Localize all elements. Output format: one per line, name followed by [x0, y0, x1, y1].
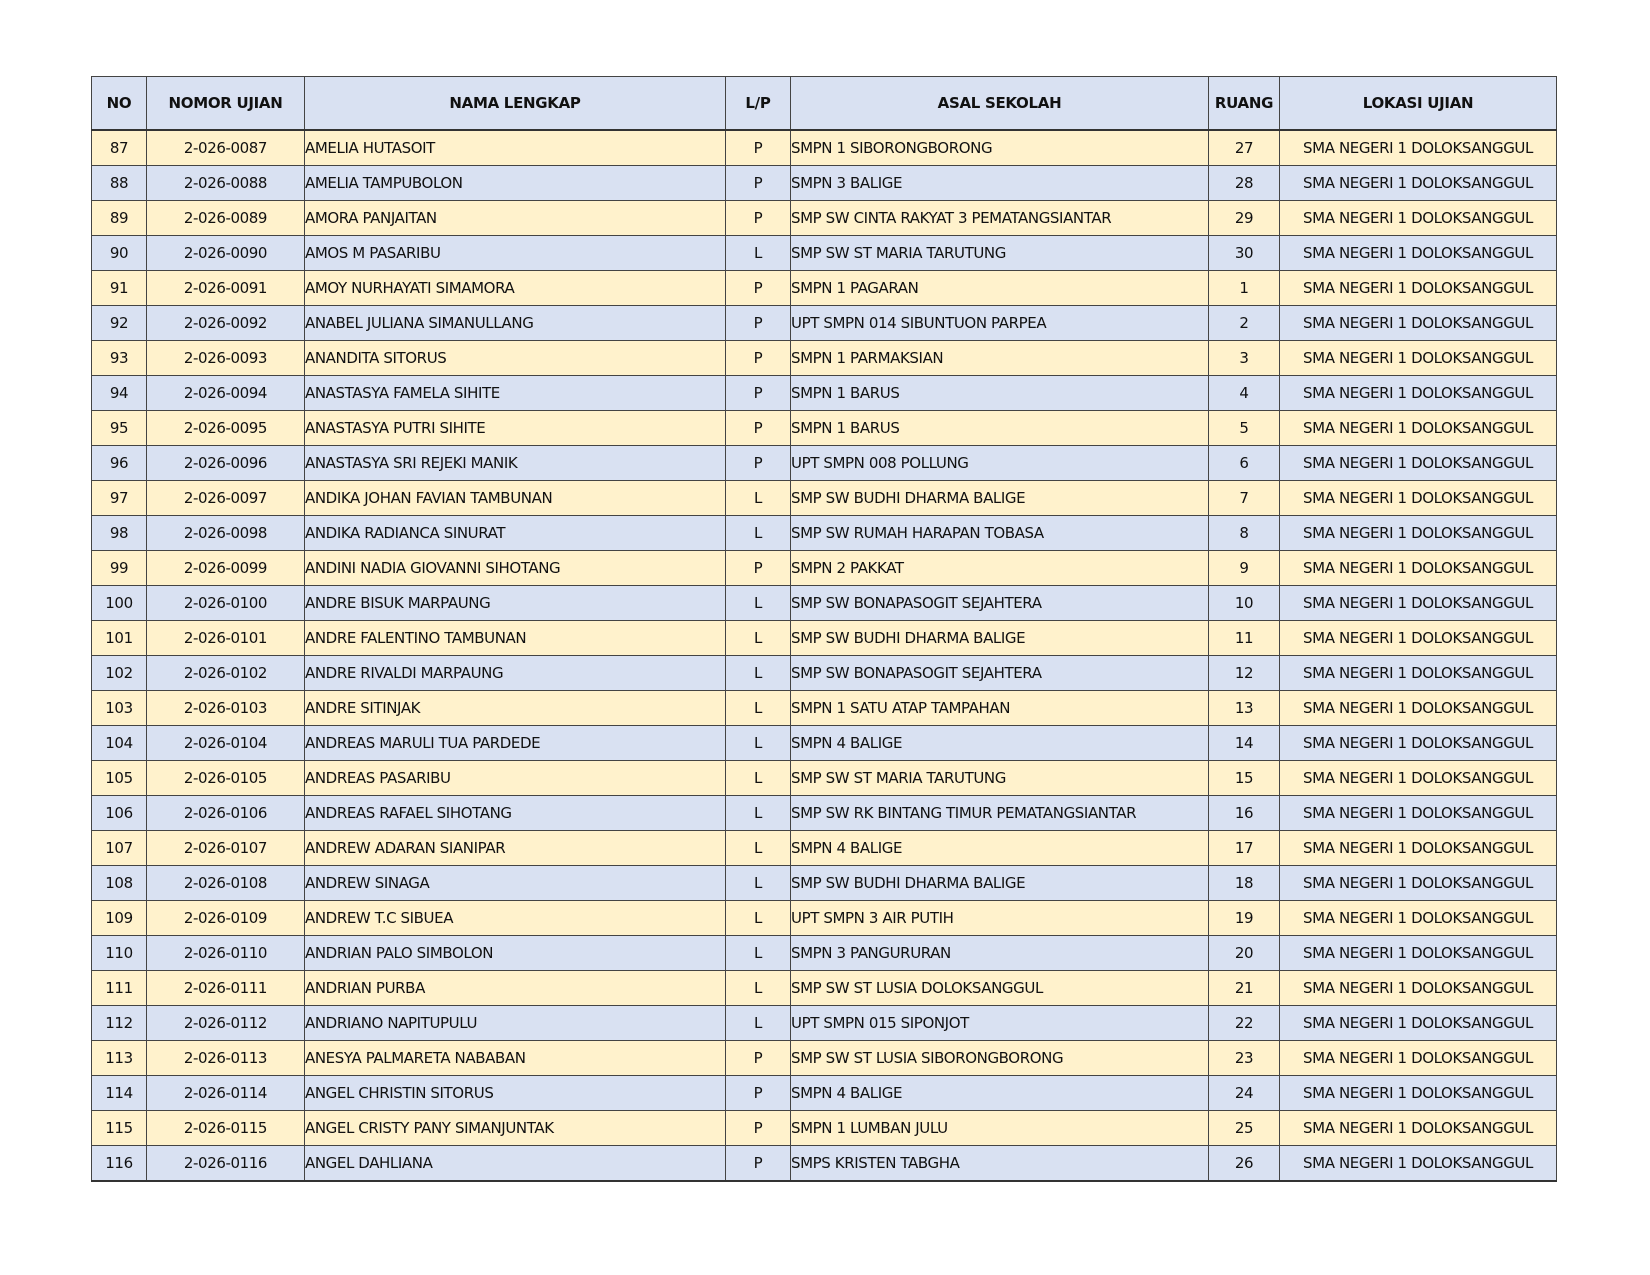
cell-nomor-ujian: 2-026-0116 [147, 1146, 305, 1182]
cell-ruang: 13 [1209, 691, 1280, 726]
table-row [92, 481, 1557, 516]
table-row [92, 376, 1557, 411]
cell-nama-lengkap: ANDREAS RAFAEL SIHOTANG [305, 796, 726, 831]
cell-asal-sekolah: SMP SW ST LUSIA SIBORONGBORONG [791, 1041, 1209, 1076]
cell-lokasi-ujian: SMA NEGERI 1 DOLOKSANGGUL [1280, 936, 1557, 971]
cell-lokasi-ujian: SMA NEGERI 1 DOLOKSANGGUL [1280, 446, 1557, 481]
header-nama-lengkap: NAMA LENGKAP [305, 77, 726, 131]
cell-nomor-ujian: 2-026-0111 [147, 971, 305, 1006]
table-row [92, 1076, 1557, 1111]
cell-nama-lengkap: ANASTASYA SRI REJEKI MANIK [305, 446, 726, 481]
table-row [92, 1111, 1557, 1146]
cell-lokasi-ujian: SMA NEGERI 1 DOLOKSANGGUL [1280, 761, 1557, 796]
cell-no: 110 [92, 936, 147, 971]
cell-lokasi-ujian: SMA NEGERI 1 DOLOKSANGGUL [1280, 201, 1557, 236]
cell-lokasi-ujian: SMA NEGERI 1 DOLOKSANGGUL [1280, 901, 1557, 936]
cell-asal-sekolah: SMP SW BONAPASOGIT SEJAHTERA [791, 586, 1209, 621]
cell-lokasi-ujian: SMA NEGERI 1 DOLOKSANGGUL [1280, 586, 1557, 621]
cell-no: 107 [92, 831, 147, 866]
table-row [92, 306, 1557, 341]
cell-lp: P [726, 166, 791, 201]
cell-lp: P [726, 411, 791, 446]
cell-no: 98 [92, 516, 147, 551]
cell-asal-sekolah: SMP SW ST LUSIA DOLOKSANGGUL [791, 971, 1209, 1006]
cell-no: 94 [92, 376, 147, 411]
cell-asal-sekolah: SMPN 3 BALIGE [791, 166, 1209, 201]
cell-ruang: 8 [1209, 516, 1280, 551]
cell-nama-lengkap: ANDREW T.C SIBUEA [305, 901, 726, 936]
cell-asal-sekolah: SMP SW RK BINTANG TIMUR PEMATANGSIANTAR [791, 796, 1209, 831]
cell-asal-sekolah: SMPN 4 BALIGE [791, 831, 1209, 866]
table-row [92, 1041, 1557, 1076]
cell-no: 87 [92, 130, 147, 166]
cell-nama-lengkap: ANDRE BISUK MARPAUNG [305, 586, 726, 621]
cell-no: 103 [92, 691, 147, 726]
cell-asal-sekolah: SMPN 1 PAGARAN [791, 271, 1209, 306]
table-row [92, 656, 1557, 691]
cell-lp: P [726, 446, 791, 481]
cell-lp: L [726, 1006, 791, 1041]
table-row [92, 936, 1557, 971]
cell-lp: P [726, 1146, 791, 1182]
table-row [92, 130, 1557, 166]
cell-lp: L [726, 761, 791, 796]
cell-lp: L [726, 796, 791, 831]
header-no: NO [92, 77, 147, 131]
table-row [92, 411, 1557, 446]
cell-asal-sekolah: SMPN 3 PANGURURAN [791, 936, 1209, 971]
table-row [92, 831, 1557, 866]
cell-ruang: 11 [1209, 621, 1280, 656]
cell-no: 93 [92, 341, 147, 376]
cell-no: 109 [92, 901, 147, 936]
cell-lokasi-ujian: SMA NEGERI 1 DOLOKSANGGUL [1280, 831, 1557, 866]
header-lp: L/P [726, 77, 791, 131]
header-nomor-ujian: NOMOR UJIAN [147, 77, 305, 131]
cell-lokasi-ujian: SMA NEGERI 1 DOLOKSANGGUL [1280, 971, 1557, 1006]
cell-asal-sekolah: SMPN 1 PARMAKSIAN [791, 341, 1209, 376]
cell-lokasi-ujian: SMA NEGERI 1 DOLOKSANGGUL [1280, 130, 1557, 166]
cell-nama-lengkap: ANGEL DAHLIANA [305, 1146, 726, 1182]
cell-nama-lengkap: ANDRIAN PURBA [305, 971, 726, 1006]
cell-nomor-ujian: 2-026-0090 [147, 236, 305, 271]
table-row [92, 166, 1557, 201]
cell-asal-sekolah: SMP SW ST MARIA TARUTUNG [791, 236, 1209, 271]
cell-ruang: 19 [1209, 901, 1280, 936]
cell-no: 105 [92, 761, 147, 796]
cell-asal-sekolah: SMP SW BUDHI DHARMA BALIGE [791, 866, 1209, 901]
cell-asal-sekolah: SMPN 1 BARUS [791, 376, 1209, 411]
cell-nama-lengkap: ANGEL CRISTY PANY SIMANJUNTAK [305, 1111, 726, 1146]
cell-ruang: 26 [1209, 1146, 1280, 1182]
cell-no: 95 [92, 411, 147, 446]
cell-nomor-ujian: 2-026-0115 [147, 1111, 305, 1146]
table-row [92, 1006, 1557, 1041]
cell-nama-lengkap: ANDREW SINAGA [305, 866, 726, 901]
cell-nomor-ujian: 2-026-0088 [147, 166, 305, 201]
cell-ruang: 21 [1209, 971, 1280, 1006]
cell-lp: P [726, 130, 791, 166]
cell-nomor-ujian: 2-026-0106 [147, 796, 305, 831]
table-row [92, 551, 1557, 586]
cell-lp: P [726, 376, 791, 411]
cell-lokasi-ujian: SMA NEGERI 1 DOLOKSANGGUL [1280, 481, 1557, 516]
cell-lp: P [726, 551, 791, 586]
table-row [92, 1146, 1557, 1182]
cell-no: 91 [92, 271, 147, 306]
cell-ruang: 28 [1209, 166, 1280, 201]
cell-lp: P [726, 1041, 791, 1076]
cell-ruang: 14 [1209, 726, 1280, 761]
cell-no: 104 [92, 726, 147, 761]
table-row [92, 691, 1557, 726]
cell-no: 90 [92, 236, 147, 271]
cell-lokasi-ujian: SMA NEGERI 1 DOLOKSANGGUL [1280, 376, 1557, 411]
cell-ruang: 23 [1209, 1041, 1280, 1076]
cell-ruang: 5 [1209, 411, 1280, 446]
cell-lp: L [726, 971, 791, 1006]
cell-asal-sekolah: SMPN 1 SIBORONGBORONG [791, 130, 1209, 166]
cell-lokasi-ujian: SMA NEGERI 1 DOLOKSANGGUL [1280, 306, 1557, 341]
cell-nomor-ujian: 2-026-0113 [147, 1041, 305, 1076]
header-ruang: RUANG [1209, 77, 1280, 131]
cell-asal-sekolah: SMPN 1 SATU ATAP TAMPAHAN [791, 691, 1209, 726]
cell-ruang: 22 [1209, 1006, 1280, 1041]
cell-lokasi-ujian: SMA NEGERI 1 DOLOKSANGGUL [1280, 621, 1557, 656]
cell-nama-lengkap: ANASTASYA FAMELA SIHITE [305, 376, 726, 411]
cell-lp: L [726, 621, 791, 656]
cell-no: 113 [92, 1041, 147, 1076]
table-row [92, 726, 1557, 761]
cell-lp: L [726, 691, 791, 726]
cell-no: 111 [92, 971, 147, 1006]
cell-lp: L [726, 481, 791, 516]
header-lokasi-ujian: LOKASI UJIAN [1280, 77, 1557, 131]
cell-no: 101 [92, 621, 147, 656]
table-row [92, 796, 1557, 831]
cell-ruang: 20 [1209, 936, 1280, 971]
cell-no: 102 [92, 656, 147, 691]
cell-nomor-ujian: 2-026-0096 [147, 446, 305, 481]
cell-no: 88 [92, 166, 147, 201]
cell-lp: P [726, 1076, 791, 1111]
cell-asal-sekolah: UPT SMPN 015 SIPONJOT [791, 1006, 1209, 1041]
cell-nomor-ujian: 2-026-0087 [147, 130, 305, 166]
table-row [92, 271, 1557, 306]
cell-lokasi-ujian: SMA NEGERI 1 DOLOKSANGGUL [1280, 551, 1557, 586]
cell-nomor-ujian: 2-026-0105 [147, 761, 305, 796]
cell-nomor-ujian: 2-026-0094 [147, 376, 305, 411]
cell-asal-sekolah: SMPN 1 LUMBAN JULU [791, 1111, 1209, 1146]
cell-lokasi-ujian: SMA NEGERI 1 DOLOKSANGGUL [1280, 516, 1557, 551]
cell-no: 97 [92, 481, 147, 516]
cell-lokasi-ujian: SMA NEGERI 1 DOLOKSANGGUL [1280, 691, 1557, 726]
cell-nama-lengkap: AMORA PANJAITAN [305, 201, 726, 236]
cell-no: 116 [92, 1146, 147, 1182]
cell-no: 115 [92, 1111, 147, 1146]
cell-lokasi-ujian: SMA NEGERI 1 DOLOKSANGGUL [1280, 866, 1557, 901]
table-row [92, 236, 1557, 271]
cell-nomor-ujian: 2-026-0100 [147, 586, 305, 621]
cell-lokasi-ujian: SMA NEGERI 1 DOLOKSANGGUL [1280, 726, 1557, 761]
cell-ruang: 6 [1209, 446, 1280, 481]
cell-lp: L [726, 866, 791, 901]
cell-lp: L [726, 831, 791, 866]
cell-lp: P [726, 306, 791, 341]
cell-no: 92 [92, 306, 147, 341]
cell-nomor-ujian: 2-026-0098 [147, 516, 305, 551]
cell-ruang: 18 [1209, 866, 1280, 901]
cell-nomor-ujian: 2-026-0097 [147, 481, 305, 516]
cell-nomor-ujian: 2-026-0095 [147, 411, 305, 446]
cell-nama-lengkap: ANDREAS MARULI TUA PARDEDE [305, 726, 726, 761]
table-row [92, 516, 1557, 551]
cell-lokasi-ujian: SMA NEGERI 1 DOLOKSANGGUL [1280, 271, 1557, 306]
cell-nomor-ujian: 2-026-0110 [147, 936, 305, 971]
cell-nama-lengkap: AMOY NURHAYATI SIMAMORA [305, 271, 726, 306]
table-row [92, 901, 1557, 936]
cell-lp: P [726, 271, 791, 306]
cell-nama-lengkap: ANDREAS PASARIBU [305, 761, 726, 796]
cell-ruang: 25 [1209, 1111, 1280, 1146]
cell-ruang: 17 [1209, 831, 1280, 866]
exam-participant-table [91, 76, 1557, 1182]
cell-nama-lengkap: AMOS M PASARIBU [305, 236, 726, 271]
cell-lp: L [726, 236, 791, 271]
cell-nomor-ujian: 2-026-0092 [147, 306, 305, 341]
cell-nama-lengkap: ANASTASYA PUTRI SIHITE [305, 411, 726, 446]
table-row [92, 866, 1557, 901]
cell-ruang: 7 [1209, 481, 1280, 516]
cell-asal-sekolah: SMP SW BUDHI DHARMA BALIGE [791, 621, 1209, 656]
table-row [92, 761, 1557, 796]
cell-nama-lengkap: AMELIA HUTASOIT [305, 130, 726, 166]
cell-asal-sekolah: UPT SMPN 3 AIR PUTIH [791, 901, 1209, 936]
cell-ruang: 10 [1209, 586, 1280, 621]
cell-nama-lengkap: ANDIKA JOHAN FAVIAN TAMBUNAN [305, 481, 726, 516]
cell-lokasi-ujian: SMA NEGERI 1 DOLOKSANGGUL [1280, 1146, 1557, 1182]
cell-ruang: 2 [1209, 306, 1280, 341]
cell-nama-lengkap: ANESYA PALMARETA NABABAN [305, 1041, 726, 1076]
cell-ruang: 15 [1209, 761, 1280, 796]
table-row [92, 341, 1557, 376]
cell-asal-sekolah: SMPN 4 BALIGE [791, 1076, 1209, 1111]
cell-lp: L [726, 516, 791, 551]
cell-nomor-ujian: 2-026-0107 [147, 831, 305, 866]
cell-asal-sekolah: SMP SW RUMAH HARAPAN TOBASA [791, 516, 1209, 551]
header-row [92, 77, 1557, 131]
cell-no: 112 [92, 1006, 147, 1041]
cell-asal-sekolah: UPT SMPN 014 SIBUNTUON PARPEA [791, 306, 1209, 341]
cell-asal-sekolah: SMP SW CINTA RAKYAT 3 PEMATANGSIANTAR [791, 201, 1209, 236]
header-asal-sekolah: ASAL SEKOLAH [791, 77, 1209, 131]
cell-lp: P [726, 201, 791, 236]
cell-lp: L [726, 586, 791, 621]
cell-ruang: 12 [1209, 656, 1280, 691]
cell-nomor-ujian: 2-026-0101 [147, 621, 305, 656]
cell-ruang: 24 [1209, 1076, 1280, 1111]
cell-ruang: 3 [1209, 341, 1280, 376]
cell-no: 89 [92, 201, 147, 236]
cell-asal-sekolah: SMPN 4 BALIGE [791, 726, 1209, 761]
cell-lokasi-ujian: SMA NEGERI 1 DOLOKSANGGUL [1280, 1076, 1557, 1111]
cell-asal-sekolah: SMP SW ST MARIA TARUTUNG [791, 761, 1209, 796]
cell-no: 108 [92, 866, 147, 901]
cell-nomor-ujian: 2-026-0114 [147, 1076, 305, 1111]
cell-nomor-ujian: 2-026-0091 [147, 271, 305, 306]
cell-lokasi-ujian: SMA NEGERI 1 DOLOKSANGGUL [1280, 1006, 1557, 1041]
cell-nama-lengkap: ANDRE RIVALDI MARPAUNG [305, 656, 726, 691]
cell-no: 100 [92, 586, 147, 621]
cell-ruang: 1 [1209, 271, 1280, 306]
cell-nomor-ujian: 2-026-0103 [147, 691, 305, 726]
cell-nomor-ujian: 2-026-0099 [147, 551, 305, 586]
cell-asal-sekolah: SMP SW BONAPASOGIT SEJAHTERA [791, 656, 1209, 691]
table-row [92, 446, 1557, 481]
cell-nomor-ujian: 2-026-0112 [147, 1006, 305, 1041]
cell-lokasi-ujian: SMA NEGERI 1 DOLOKSANGGUL [1280, 656, 1557, 691]
cell-asal-sekolah: SMP SW BUDHI DHARMA BALIGE [791, 481, 1209, 516]
cell-lp: P [726, 341, 791, 376]
cell-asal-sekolah: SMPN 1 BARUS [791, 411, 1209, 446]
cell-asal-sekolah: UPT SMPN 008 POLLUNG [791, 446, 1209, 481]
cell-no: 99 [92, 551, 147, 586]
cell-nama-lengkap: ANDIKA RADIANCA SINURAT [305, 516, 726, 551]
cell-lokasi-ujian: SMA NEGERI 1 DOLOKSANGGUL [1280, 411, 1557, 446]
cell-nama-lengkap: ANABEL JULIANA SIMANULLANG [305, 306, 726, 341]
cell-nomor-ujian: 2-026-0108 [147, 866, 305, 901]
cell-no: 96 [92, 446, 147, 481]
cell-nama-lengkap: ANGEL CHRISTIN SITORUS [305, 1076, 726, 1111]
cell-no: 106 [92, 796, 147, 831]
cell-nama-lengkap: ANDINI NADIA GIOVANNI SIHOTANG [305, 551, 726, 586]
cell-nama-lengkap: ANDRE SITINJAK [305, 691, 726, 726]
cell-lp: L [726, 726, 791, 761]
cell-nama-lengkap: ANDRIANO NAPITUPULU [305, 1006, 726, 1041]
cell-lokasi-ujian: SMA NEGERI 1 DOLOKSANGGUL [1280, 796, 1557, 831]
cell-lp: L [726, 656, 791, 691]
cell-lokasi-ujian: SMA NEGERI 1 DOLOKSANGGUL [1280, 236, 1557, 271]
table-row [92, 971, 1557, 1006]
table-header [92, 77, 1557, 131]
cell-ruang: 16 [1209, 796, 1280, 831]
cell-nomor-ujian: 2-026-0104 [147, 726, 305, 761]
cell-nomor-ujian: 2-026-0089 [147, 201, 305, 236]
cell-lokasi-ujian: SMA NEGERI 1 DOLOKSANGGUL [1280, 1041, 1557, 1076]
cell-ruang: 27 [1209, 130, 1280, 166]
cell-lokasi-ujian: SMA NEGERI 1 DOLOKSANGGUL [1280, 166, 1557, 201]
cell-lp: P [726, 1111, 791, 1146]
cell-lp: L [726, 901, 791, 936]
cell-nama-lengkap: ANDRE FALENTINO TAMBUNAN [305, 621, 726, 656]
table-body [92, 130, 1557, 1181]
cell-lokasi-ujian: SMA NEGERI 1 DOLOKSANGGUL [1280, 341, 1557, 376]
cell-nomor-ujian: 2-026-0102 [147, 656, 305, 691]
cell-asal-sekolah: SMPN 2 PAKKAT [791, 551, 1209, 586]
cell-ruang: 29 [1209, 201, 1280, 236]
cell-nama-lengkap: AMELIA TAMPUBOLON [305, 166, 726, 201]
cell-ruang: 4 [1209, 376, 1280, 411]
cell-no: 114 [92, 1076, 147, 1111]
cell-lp: L [726, 936, 791, 971]
cell-asal-sekolah: SMPS KRISTEN TABGHA [791, 1146, 1209, 1182]
cell-ruang: 9 [1209, 551, 1280, 586]
cell-nama-lengkap: ANDREW ADARAN SIANIPAR [305, 831, 726, 866]
table-row [92, 201, 1557, 236]
cell-nomor-ujian: 2-026-0109 [147, 901, 305, 936]
cell-nomor-ujian: 2-026-0093 [147, 341, 305, 376]
cell-nama-lengkap: ANDRIAN PALO SIMBOLON [305, 936, 726, 971]
cell-lokasi-ujian: SMA NEGERI 1 DOLOKSANGGUL [1280, 1111, 1557, 1146]
table-row [92, 586, 1557, 621]
table-row [92, 621, 1557, 656]
cell-ruang: 30 [1209, 236, 1280, 271]
cell-nama-lengkap: ANANDITA SITORUS [305, 341, 726, 376]
